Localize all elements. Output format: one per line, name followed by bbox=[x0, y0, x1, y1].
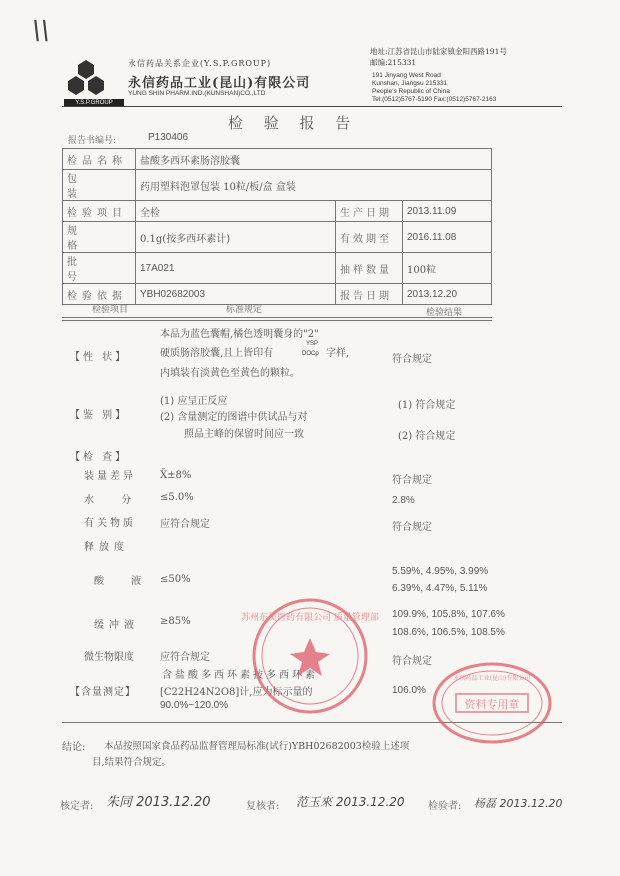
batch-label: 批 号 bbox=[63, 253, 136, 284]
conclusion-label: 结论: bbox=[62, 742, 86, 753]
oval-seal-text: 资料专用章 bbox=[464, 698, 520, 711]
seal-text: 苏州东吴医药有限公司 质量管理部 bbox=[241, 613, 379, 623]
sample-value: 100粒 bbox=[403, 253, 492, 284]
check-result-5a: 109.9%, 105.8%, 107.6% bbox=[392, 609, 505, 620]
check-result-4a: 5.59%, 4.95%, 3.99% bbox=[392, 566, 489, 577]
check-std-2: 应符合规定 bbox=[160, 519, 210, 530]
col-standard: 标准规定 bbox=[226, 305, 263, 315]
check-result-5b: 108.6%, 106.5%, 108.5% bbox=[392, 627, 505, 638]
col-rule-bottom bbox=[62, 320, 492, 321]
col-result: 检验结果 bbox=[426, 308, 463, 318]
address-cn: 地址:江苏省昆山市陆家镇金阳西路191号 bbox=[370, 47, 507, 56]
inspector-signature: 杨磊 2013.12.20 bbox=[474, 797, 563, 810]
corner-marks: \\ bbox=[32, 16, 50, 46]
check-result-6: 符合规定 bbox=[392, 656, 432, 667]
conclusion-text-2: 目,结果符合规定。 bbox=[92, 757, 172, 768]
address-en-2: Kunshan, Jiangsu 215331 bbox=[372, 80, 448, 87]
oval-seal-ring: 永信药品工业(昆山)有限公司 bbox=[453, 675, 531, 682]
item-label: 检验项目 bbox=[63, 201, 136, 222]
assay-result: 106.0% bbox=[392, 685, 426, 696]
package-label: 包 装 bbox=[63, 170, 136, 201]
appearance-std-3: 内填装有淡黄色至黄色的颗粒。 bbox=[160, 368, 300, 379]
reviewer-signature: 范玉來 2013.12.20 bbox=[296, 795, 405, 809]
appearance-std-2b: 字样, bbox=[326, 348, 350, 359]
check-name-3: 释放度 bbox=[84, 542, 129, 553]
report-no: P130406 bbox=[148, 132, 189, 143]
conclusion-text-1: 本品按照国家食品药品监督管理局标准(试行)YBH02682003检验上述项 bbox=[104, 741, 410, 752]
item-value: 全检 bbox=[136, 201, 336, 222]
report-no-label: 报告书编号: bbox=[68, 136, 117, 146]
identification-result-1: (1) 符合规定 bbox=[398, 400, 456, 411]
spec-label: 规 格 bbox=[63, 222, 136, 253]
group-name: 永信药品关系企业(Y.S.P.GROUP) bbox=[128, 59, 272, 68]
col-item: 检验项目 bbox=[92, 305, 129, 315]
company-seal-stamp bbox=[241, 596, 379, 716]
company-logo bbox=[64, 58, 108, 98]
identification-label: 【鉴 别】 bbox=[70, 410, 129, 421]
logo-caption: Y.S.P.GROUP bbox=[64, 99, 124, 107]
appearance-result: 符合规定 bbox=[392, 354, 432, 365]
assay-label: 【含量测定】 bbox=[70, 687, 136, 698]
col-rule-top bbox=[62, 317, 492, 318]
report-oval-stamp bbox=[430, 660, 554, 746]
spec-value: 0.1g(按多西环素计) bbox=[136, 222, 336, 253]
package-value: 药用塑料泡罩包装 10粒/板/盒 盒装 bbox=[136, 170, 492, 201]
check-std-1: ≤5.0% bbox=[160, 492, 194, 503]
address-en-3: People's Republic of China bbox=[372, 88, 450, 95]
checker-signature: 朱同 2013.12.20 bbox=[106, 795, 211, 810]
appearance-label: 【性 状】 bbox=[70, 352, 129, 363]
check-name-0: 装量差异 bbox=[84, 471, 136, 482]
mfg-date-label: 生产日期 bbox=[336, 201, 403, 222]
report-date-label: 报告日期 bbox=[336, 284, 403, 305]
exp-date: 2016.11.08 bbox=[403, 222, 492, 253]
product-label: 检品名称 bbox=[63, 149, 136, 170]
check-std-4: ≤50% bbox=[160, 574, 191, 585]
check-std-0: X̄±8% bbox=[160, 470, 192, 481]
identification-std-2: (2) 含量测定的图谱中供试品与对 bbox=[160, 412, 308, 423]
page-title: 检 验 报 告 bbox=[228, 114, 359, 132]
check-result-4b: 6.39%, 4.47%, 5.11% bbox=[392, 583, 488, 594]
identification-std-3: 照品主峰的保留时间应一致 bbox=[184, 429, 304, 440]
basis-label: 检验依据 bbox=[63, 284, 136, 305]
capsule-print-top: YSP bbox=[306, 341, 319, 347]
check-name-5: 缓冲液 bbox=[94, 620, 139, 631]
exp-label: 有效期至 bbox=[336, 222, 403, 253]
check-std-6: 应符合规定 bbox=[160, 652, 210, 663]
appearance-std-1: 本品为蓝色囊帽,橘色透明囊身的"2" bbox=[160, 329, 319, 340]
check-result-2: 符合规定 bbox=[392, 522, 432, 533]
assay-std-3: 90.0%~120.0% bbox=[160, 700, 229, 711]
company-name-cn: 永信药品工业(昆山)有限公司 bbox=[128, 76, 311, 91]
assay-std-1: 含盐酸多西环素按多西环素 bbox=[162, 670, 318, 681]
header-rule bbox=[62, 106, 562, 107]
product-name: 盐酸多西环素肠溶胶囊 bbox=[136, 149, 492, 170]
inspector-label: 检验者: bbox=[428, 801, 462, 812]
info-table bbox=[62, 148, 492, 305]
check-name-2: 有关物质 bbox=[84, 518, 136, 529]
postcode: 邮编:215331 bbox=[370, 58, 417, 67]
phone-fax: Tel:(0512)5767-5190 Fax:(0512)5767-2163 bbox=[372, 96, 497, 103]
company-name-en: YUNG SHIN PHARM.IND.(KUNSHAN)CO.,LTD bbox=[128, 90, 266, 97]
sample-label: 抽样数量 bbox=[336, 253, 403, 284]
report-date: 2013.12.20 bbox=[403, 284, 492, 305]
mfg-date: 2013.11.09 bbox=[403, 201, 492, 222]
batch-value: 17A021 bbox=[136, 253, 336, 284]
appearance-std-2: 硬质肠溶胶囊,且上皆印有 bbox=[160, 348, 274, 359]
checker-label: 核定者: bbox=[60, 801, 94, 812]
checks-label: 【检 查】 bbox=[70, 452, 129, 463]
basis-value: YBH02682003 bbox=[136, 284, 336, 305]
address-en-1: 191 Jinyang West Road bbox=[372, 72, 441, 79]
capsule-print-bottom: DOCp bbox=[302, 351, 319, 357]
check-name-1: 水 分 bbox=[84, 495, 144, 506]
check-std-5: ≥85% bbox=[160, 616, 191, 627]
check-result-0: 符合规定 bbox=[392, 475, 432, 486]
check-result-1: 2.8% bbox=[392, 495, 415, 506]
identification-std-1: (1) 应呈正反应 bbox=[160, 396, 228, 407]
check-name-6: 微生物限度 bbox=[84, 652, 134, 663]
reviewer-label: 复核者: bbox=[246, 801, 280, 812]
identification-result-2: (2) 符合规定 bbox=[398, 431, 456, 442]
check-name-4: 酸 液 bbox=[94, 576, 154, 587]
assay-std-2: [C22H24N2O8]计,应为标示量的 bbox=[160, 687, 313, 698]
